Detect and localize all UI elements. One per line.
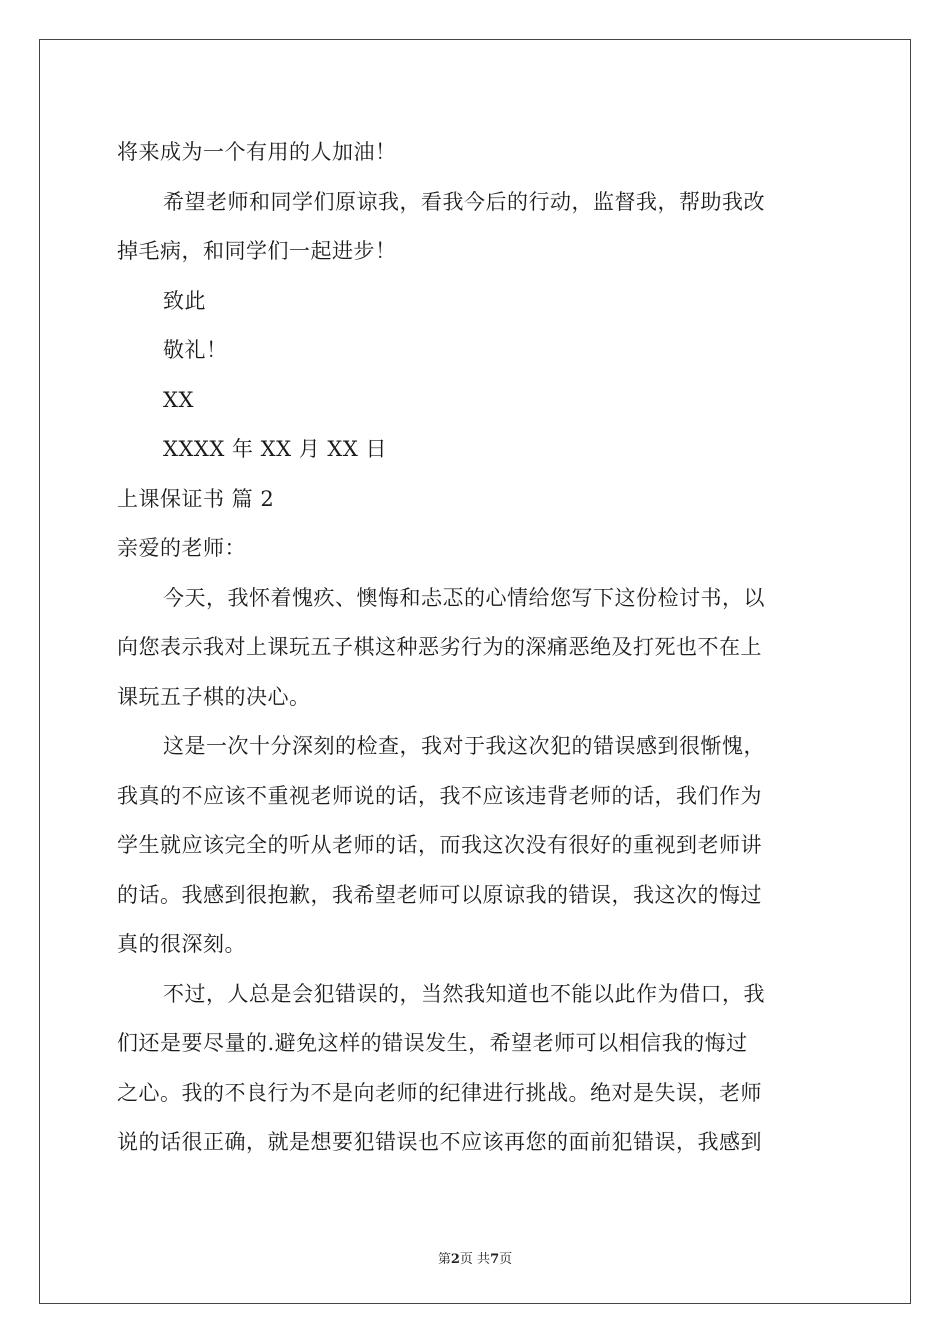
footer-suffix: 页 — [499, 1252, 513, 1267]
footer-middle: 页 共 — [459, 1252, 491, 1267]
text-line: 不过，人总是会犯错误的，当然我知道也不能以此作为借口，我 — [163, 981, 765, 1006]
text-line: 们还是要尽量的.避免这样的错误发生，希望老师可以相信我的悔过 — [117, 1031, 748, 1055]
text-line: 学生就应该完全的听从老师的话，而我这次没有很好的重视到老师讲 — [117, 833, 762, 857]
signature-date: XXXX 年 XX 月 XX 日 — [163, 437, 387, 461]
text-line: 之心。我的不良行为不是向老师的纪律进行挑战。绝对是失误，老师 — [117, 1080, 762, 1105]
document-body — [117, 128, 835, 1168]
footer-prefix: 第 — [437, 1252, 451, 1267]
section-title: 上课保证书 篇 2 — [117, 486, 275, 511]
salutation-line: 敬礼！ — [163, 338, 228, 362]
total-pages-number: 7 — [490, 1252, 500, 1267]
text-line: 的话。我感到很抱歉，我希望老师可以原谅我的错误，我这次的悔过 — [117, 882, 762, 907]
closing-line: 致此 — [163, 288, 206, 313]
signature-name: XX — [163, 387, 194, 412]
page-footer — [0, 1248, 950, 1267]
text-line: 向您表示我对上课玩五子棋这种恶劣行为的深痛恶绝及打死也不在上 — [117, 635, 762, 659]
current-page-number: 2 — [450, 1252, 460, 1267]
text-line: 说的话很正确，就是想要犯错误也不应该再您的面前犯错误，我感到 — [117, 1130, 762, 1154]
text-line: 掉毛病，和同学们一起进步！ — [117, 239, 397, 263]
text-line: 将来成为一个有用的人加油！ — [117, 140, 397, 164]
text-line: 课玩五子棋的决心。 — [117, 684, 311, 709]
text-line: 希望老师和同学们原谅我，看我今后的行动，监督我，帮助我改 — [163, 189, 765, 214]
text-line: 今天，我怀着愧疚、懊悔和忐忑的心情给您写下这份检讨书，以 — [163, 585, 765, 610]
text-line: 真的很深刻。 — [117, 932, 246, 956]
greeting-line: 亲爱的老师： — [117, 536, 246, 560]
text-line: 我真的不应该不重视老师说的话，我不应该违背老师的话，我们作为 — [117, 783, 762, 808]
text-line: 这是一次十分深刻的检查，我对于我这次犯的错误感到很惭愧， — [163, 734, 765, 758]
